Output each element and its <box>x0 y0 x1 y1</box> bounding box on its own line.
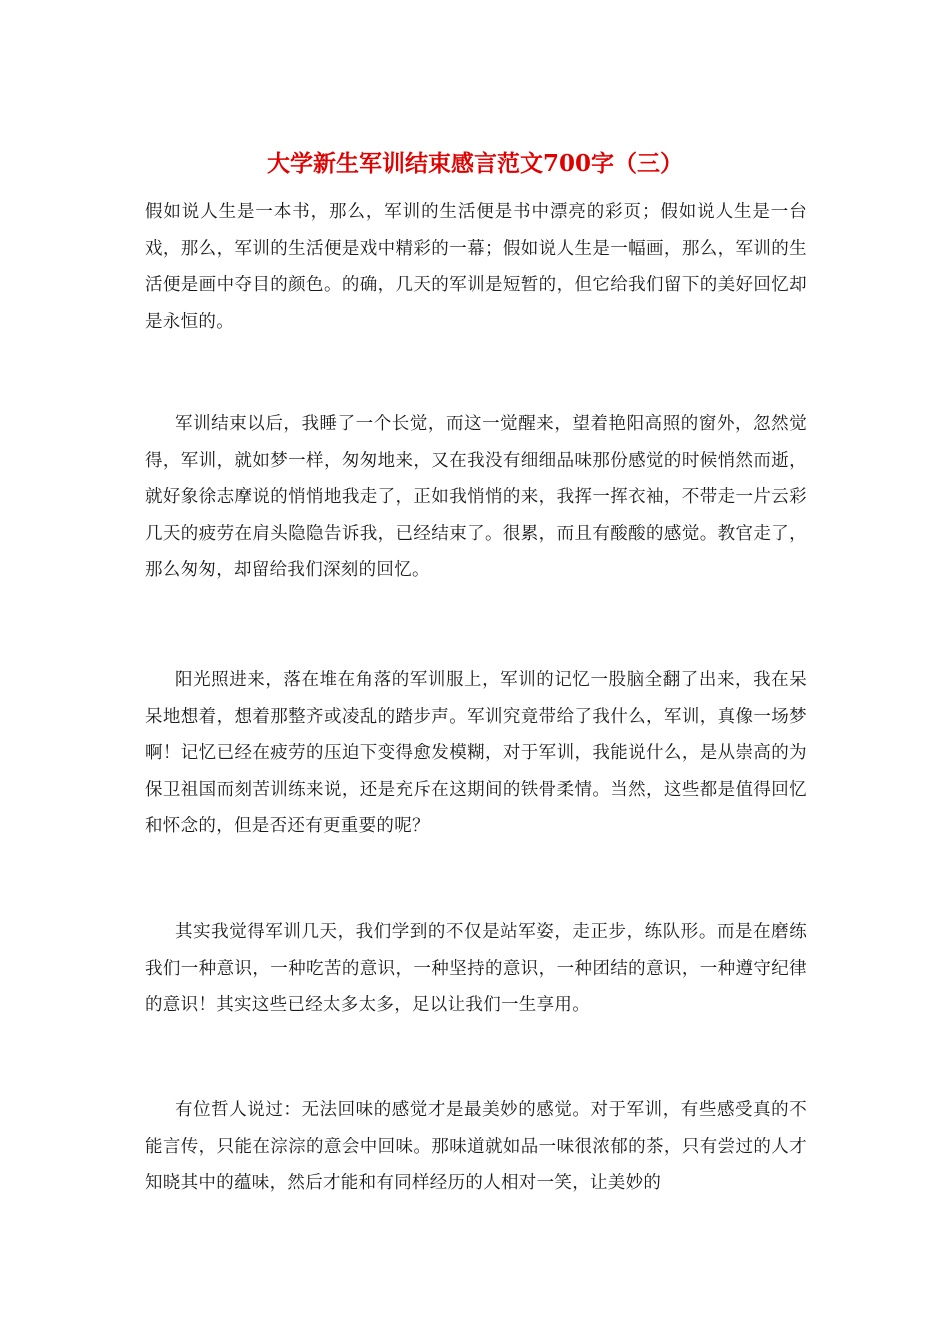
paragraph-1: 假如说人生是一本书，那么，军训的生活便是书中漂亮的彩页；假如说人生是一台戏，那么，军训的生活便是戏中精彩的一幕；假如说人生是一幅画，那么，军训的生活便是画中夺目的颜色。的确，几天的军训是短暂的，但它给我们留下的美好回忆却是永恒的。 <box>145 202 807 332</box>
paragraph-2: 军训结束以后，我睡了一个长觉，而这一觉醒来，望着艳阳高照的窗外，忽然觉得，军训，就如梦一样，匆匆地来，又在我没有细细品味那份感觉的时候悄然而逝，就好象徐志摩说的悄悄地我走了，正如我悄悄的来，我挥一挥衣袖，不带走一片云彩几天的疲劳在肩头隐隐告诉我，已经结束了。很累，而且有酸酸的感觉。教官走了，那么匆匆，却留给我们深刻的回忆。 <box>145 414 807 580</box>
paragraph-5: 有位哲人说过：无法回味的感觉才是最美妙的感觉。对于军训，有些感受真的不能言传，只能在淙淙的意会中回味。那味道就如品一味很浓郁的茶，只有尝过的人才知晓其中的蕴味，然后才能和有同样经历的人相对一笑，让美妙的 <box>145 1100 807 1193</box>
document-title: 大学新生军训结束感言范文700字（三） <box>266 150 683 177</box>
paragraph-3: 阳光照进来，落在堆在角落的军训服上，军训的记忆一股脑全翻了出来，我在呆呆地想着，想着那整齐或凌乱的踏步声。军训究竟带给了我什么，军训，真像一场梦啊！记忆已经在疲劳的压迫下变得愈发模糊，对于军训，我能说什么，是从崇高的为保卫祖国而刻苦训练来说，还是充斥在这期间的铁骨柔情。当然，这些都是值得回忆和怀念的，但是否还有更重要的呢？ <box>145 670 807 836</box>
paragraph-4: 其实我觉得军训几天，我们学到的不仅是站军姿，走正步，练队形。而是在磨练我们一种意识，一种吃苦的意识，一种坚持的意识，一种团结的意识，一种遵守纪律的意识！其实这些已经太多太多，足以让我们一生享用。 <box>145 922 807 1015</box>
